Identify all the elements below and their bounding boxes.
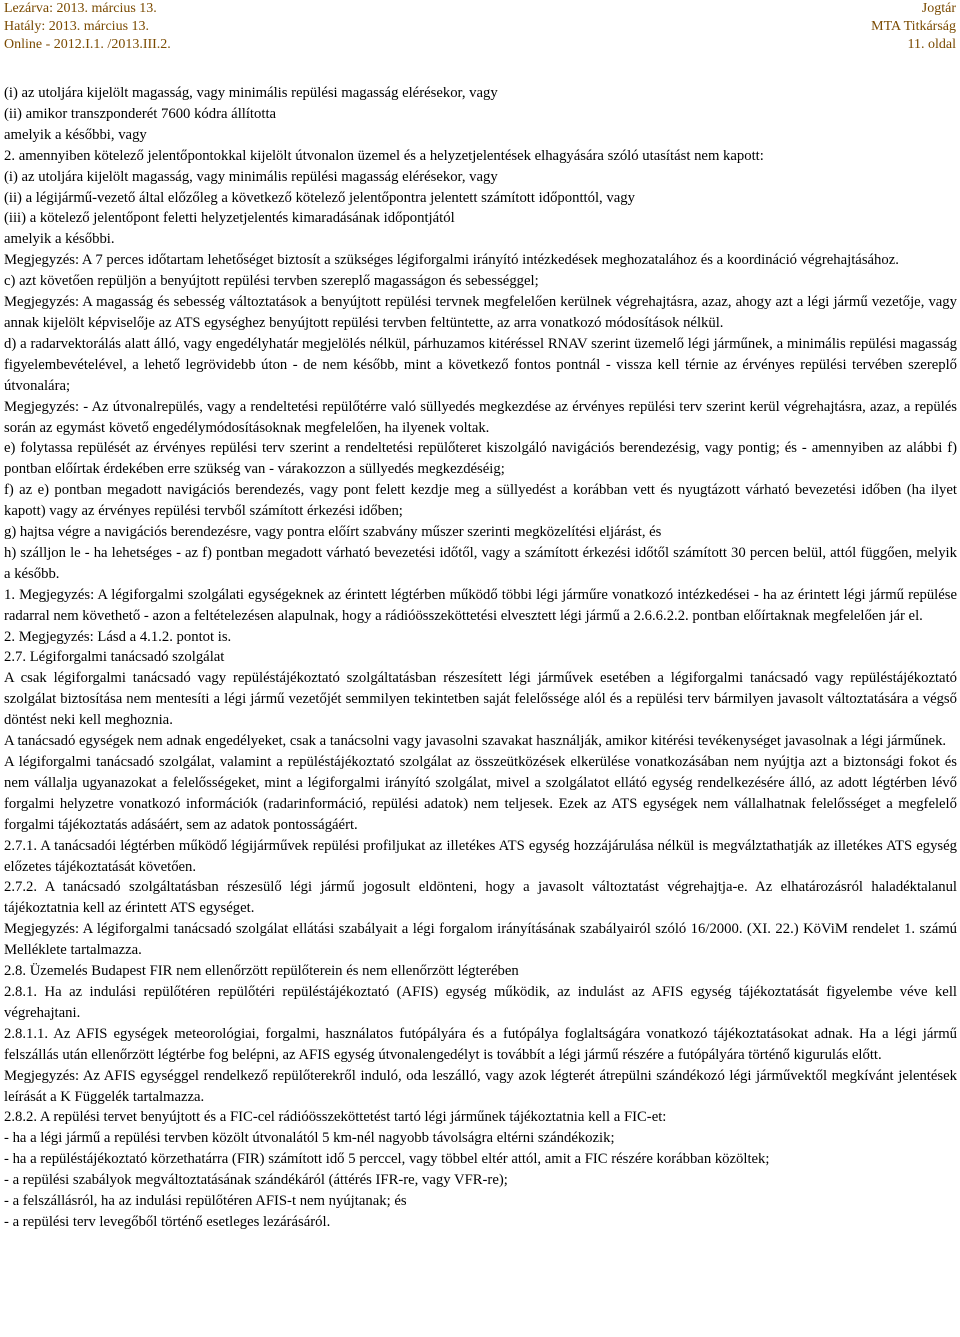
paragraph: 2.8.1. Ha az indulási repülőtéren repülőtéri repüléstájékoztató (AFIS) egység működik, az indulást az AFIS egység tájékoztatását figyelembe véve kell végrehajtani. (4, 983, 957, 1021)
paragraph: - ha a repüléstájékoztató körzethatárra (FIR) számított idő 5 perccel, vagy többel eltér attól, amit a FIC részére korábban közöltek; (4, 1151, 770, 1168)
document-body (4, 83, 957, 1233)
paragraph: Megjegyzés: A 7 perces időtartam lehetőséget biztosít a szükséges légiforgalmi irányító intézkedések meghozatalához és a koordináció végrehajtásához. (4, 252, 899, 269)
paragraph: 2.7. Légiforgalmi tanácsadó szolgálat (4, 649, 225, 666)
paragraph: h) szálljon le - ha lehetséges - az f) pontban megadott várható bevezetési időtől, vagy a számított érkezési időtől számított 30 percen belül, attól függően, melyik a később. (4, 544, 957, 582)
header-online: Online - 2012.I.1. /2013.III.2. (4, 37, 171, 52)
paragraph: 2. amennyiben kötelező jelentőpontokkal kijelölt útvonalon üzemel és a helyzetjelentések elhagyására szóló utasítást nem kapott: (4, 147, 764, 164)
paragraph: amelyik a későbbi, vagy (4, 126, 147, 143)
header-mta: MTA Titkárság (871, 19, 956, 34)
paragraph: 2.7.2. A tanácsadó szolgáltatásban részesülő légi jármű jogosult eldönteni, hogy a javasolt változtatást végrehajtja-e. Az elhatározásról haladéktalanul tájékoztatnia kell az érintett ATS egységet. (4, 879, 957, 917)
paragraph: c) azt követően repüljön a benyújtott repülési tervben szereplő magasságon és sebességgel; (4, 273, 539, 290)
paragraph: 2.8. Üzemelés Budapest FIR nem ellenőrzött repülőterein és nem ellenőrzött légterében (4, 963, 519, 980)
paragraph: - ha a légi jármű a repülési tervben közölt útvonalától 5 km-nél nagyobb távolságra eltérni szándékozik; (4, 1130, 615, 1147)
paragraph: - a felszállásról, ha az indulási repülőtéren AFIS-t nem nyújtanak; és (4, 1193, 407, 1210)
header-lezarva: Lezárva: 2013. március 13. (4, 1, 157, 16)
paragraph: A légiforgalmi tanácsadó szolgálat, valamint a repüléstájékoztató szolgálat az összeütközések elkerülése vonatkozásában nem nyújtja azt a biztonsági fokot és nem vállalja ugyanazokat a felelősségeket, mint a légiforgalmi irányító szolgálat, mivel a szolgálatot ellátó egység rendelkezésére álló, az adott légtérben lévő forgalmi helyzetre vonatkozó információk (radarinformáció, repülési adatok) nem teljesek. Ezek az ATS egységek nem vállalhatnak felelősséget a megfelelő forgalmi tájékoztatás adásáért, sem az adatok pontosságáért. (4, 754, 957, 833)
paragraph: - a repülési szabályok megváltoztatásának szándékáról (áttérés IFR-re, vagy VFR-re); (4, 1172, 508, 1189)
paragraph: A csak légiforgalmi tanácsadó vagy repüléstájékoztató szolgáltatásban részesített légi járművek esetében a légiforgalmi tanácsadó vagy repüléstájékoztató szolgálat biztosítása nem mentesíti a légi jármű vezetőjét semmilyen tekintetben saját felelőssége alól és a repülési terv bármilyen javasolt változtatására a végső döntést neki kell meghoznia. (4, 670, 957, 729)
paragraph: g) hajtsa végre a navigációs berendezésre, vagy pontra előírt szabvány műszer szerinti megközelítési eljárást, és (4, 524, 662, 541)
paragraph: Megjegyzés: A magasság és sebesség változtatások a benyújtott repülési tervnek megfelelően kerülnek végrehajtásra, azaz, ahogy azt a légi jármű vezetője, vagy annak kijelölt képviselője az ATS egységhez benyújtott repülési tervben feltüntette, az arra vonatkozó módosítások nélkül. (4, 294, 957, 331)
paragraph: 1. Megjegyzés: A légiforgalmi szolgálati egységeknek az érintett légtérben működő többi légi járműre vonatkozó intézkedései - ha az érintett légi jármű repülése radarral nem követhető - azon a feltételezésen alapulnak, hogy a rádióösszeköttetési elvesztett légi jármű a 2.6.6.2.2. pontban előírtaknak megfelelően jár el. (4, 586, 957, 624)
paragraph: A tanácsadó egységek nem adnak engedélyeket, csak a tanácsolni vagy javasolni szavakat használják, amikor kitérési tevékenységet javasolnak a légi járműnek. (4, 733, 947, 750)
page-header-left (4, 0, 171, 54)
paragraph: - a repülési terv levegőből történő esetleges lezárásáról. (4, 1213, 331, 1230)
header-jogtar: Jogtár (921, 1, 956, 16)
page-header-right (871, 0, 956, 54)
paragraph: d) a radarvektorálás alatt álló, vagy engedélyhatár megjelölés nélkül, párhuzamos kitéréssel RNAV szerint üzemelő légi járműnek, a minimális repülési magasság figyelembevételével, a lehető legrövidebb úton - de nem később, mint a következő fontos pontnál - vissza kell térnie az érvényes repülési tervében szereplő útvonalára; (4, 335, 957, 394)
paragraph: amelyik a későbbi. (4, 231, 115, 248)
paragraph: Megjegyzés: A légiforgalmi tanácsadó szolgálat ellátási szabályait a légi forgalom irányításának szabályairól szóló 16/2000. (XI. 22.) KöViM rendelet 1. számú Melléklete tartalmazza. (4, 921, 957, 959)
paragraph: (i) az utoljára kijelölt magasság, vagy minimális repülési magasság elérésekor, vagy (4, 85, 498, 101)
header-page-number: 11. oldal (907, 37, 956, 52)
paragraph: (iii) a kötelező jelentőpont feletti helyzetjelentés kimaradásának időpontjától (4, 210, 455, 227)
paragraph: (ii) amikor transzponderét 7600 kódra állította (4, 105, 277, 122)
paragraph: e) folytassa repülését az érvényes repülési terv szerint a rendeltetési repülőteret kiszolgáló navigációs berendezésig, vagy pontig; és - amennyiben az alábbi f) pontban előírtak érdekében erre szükség van - várakozzon a süllyedés megkezdéséig; (4, 440, 957, 478)
paragraph: 2.8.1.1. Az AFIS egységek meteorológiai, forgalmi, használatos futópályára és a futópálya foglaltságára vonatkozó tájékoztatásokat adnak. Ha a légi jármű felszállás után ellenőrzött légtérbe fog belépni, az AFIS egység útvonalengedélyt is továbbít a légi jármű részére a futópályára történő kigurulás előtt. (4, 1025, 957, 1063)
paragraph: (i) az utoljára kijelölt magasság, vagy minimális repülési magasság elérésekor, vagy (4, 168, 498, 185)
paragraph: 2.7.1. A tanácsadói légtérben működő légijárművek repülési profiljukat az illetékes ATS egység hozzájárulása nélkül is megválztathatják az illetékes ATS egység előzetes tájékoztatását követően. (4, 837, 957, 875)
paragraph: Megjegyzés: - Az útvonalrepülés, vagy a rendeltetési repülőtérre való süllyedés megkezdése az érvényes repülési terv szerint kerül végrehajtásra, azaz, a repülés során az egymást követő engedélymódosításoknak megfelelően, ha ilyenek voltak. (4, 398, 957, 436)
paragraph: 2. Megjegyzés: Lásd a 4.1.2. pontot is. (4, 628, 232, 645)
paragraph: Megjegyzés: Az AFIS egységgel rendelkező repülőterekről induló, oda leszálló, vagy azok légterét átrepülni szándékozó légi járművektől megkívánt jelentések leírását a K Függelék tartalmazza. (4, 1067, 957, 1105)
header-hatály: Hatály: 2013. március 13. (4, 19, 150, 34)
paragraph: (ii) a légijármű-vezető által előzőleg a következő kötelező jelentőpontra jelentett számított időponttól, vagy (4, 189, 635, 206)
paragraph: 2.8.2. A repülési tervet benyújtott és a FIC-cel rádióösszeköttetést tartó légi járműnek tájékoztatnia kell a FIC-et: (4, 1109, 667, 1126)
paragraph: f) az e) pontban megadott navigációs berendezés, vagy pont felett kezdje meg a süllyedést a korábban vett és nyugtázott várható bevezetési időben (ha ilyet kapott) vagy az érvényes repülési tervből számított érkezési időben; (4, 482, 957, 520)
